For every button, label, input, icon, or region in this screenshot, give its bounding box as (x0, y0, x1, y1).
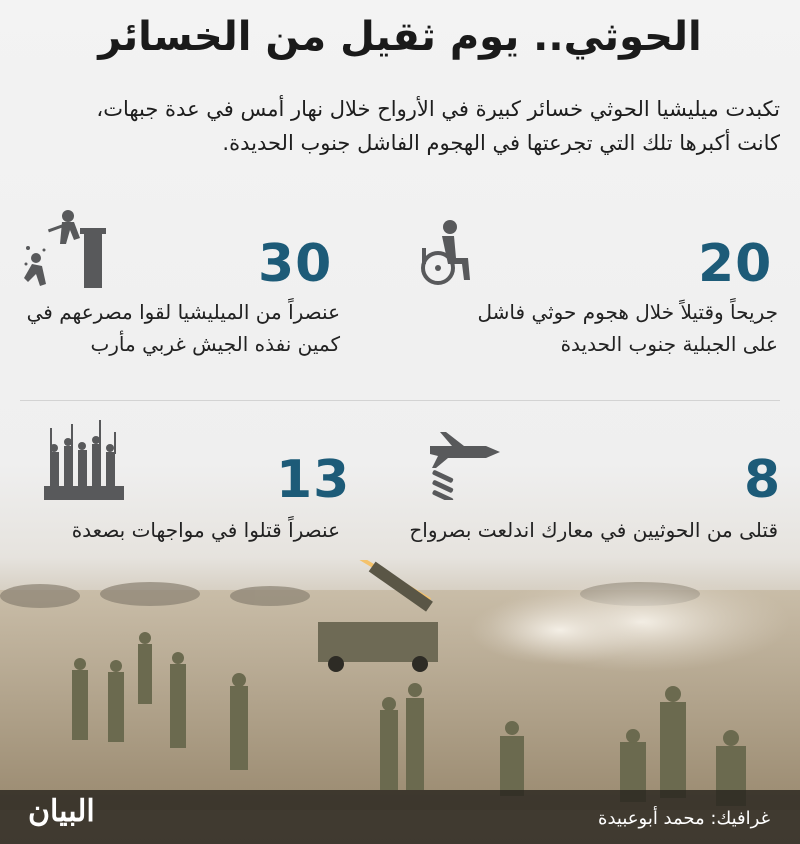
stat-desc-30-line2: كمين نفذه الجيش غربي مأرب (90, 332, 340, 356)
intro-text (70, 92, 780, 160)
wheelchair-icon (410, 218, 474, 288)
stat-desc-13-line1: عنصراً قتلوا في مواجهات بصعدة (71, 518, 340, 542)
airstrike-icon (428, 428, 502, 500)
battlefield-scene (0, 560, 800, 810)
stat-desc-13 (10, 514, 340, 546)
page-title: الحوثي.. يوم ثقيل من الخسائر (98, 14, 702, 60)
intro-line-2: كانت أكبرها تلك التي تجرعتها في الهجوم الفاشل جنوب الحديدة. (222, 131, 780, 155)
section-divider (20, 400, 780, 401)
stat-number-30: 30 (258, 234, 333, 294)
stat-desc-30 (10, 296, 340, 360)
ambush-icon (22, 208, 112, 290)
intro-line-1: تكبدت ميليشيا الحوثي خسائر كبيرة في الأرواح خلال نهار أمس في عدة جبهات، (96, 97, 780, 121)
fighters-icon (44, 418, 124, 500)
stat-desc-20 (398, 296, 778, 360)
graphic-credit: غرافيك: محمد أبوعبيدة (598, 808, 770, 829)
stat-desc-20-line2: على الجبلية جنوب الحديدة (560, 332, 778, 356)
stat-desc-30-line1: عنصراً من الميليشيا لقوا مصرعهم في (26, 300, 340, 324)
brand-logo: البيان (28, 794, 95, 829)
stat-desc-8-line1: قتلى من الحوثيين في معارك اندلعت بصرواح (409, 518, 778, 542)
stat-desc-20-line1: جريحاً وقتيلاً خلال هجوم حوثي فاشل (477, 300, 778, 324)
stat-number-13: 13 (276, 450, 351, 510)
stat-desc-8 (358, 514, 778, 546)
stat-number-20: 20 (698, 234, 773, 294)
stat-number-8: 8 (744, 450, 782, 510)
